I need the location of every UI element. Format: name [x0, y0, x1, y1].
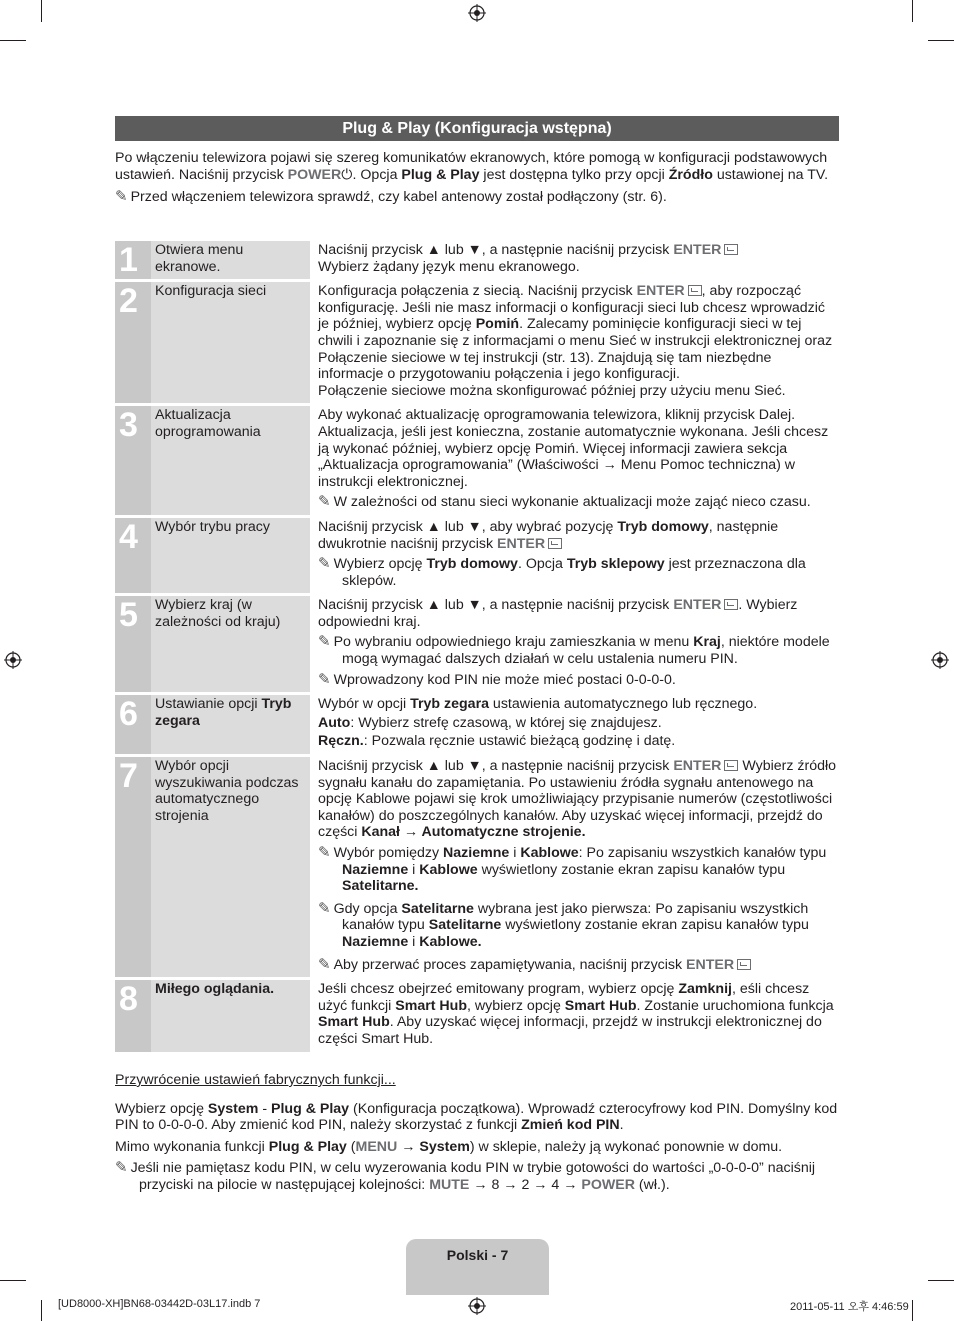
step-number: 7 — [115, 757, 151, 977]
step-number: 4 — [115, 518, 151, 593]
step-row — [115, 757, 839, 977]
step-label: Aktualizacja oprogramowania — [151, 406, 310, 515]
reset-paragraph: Mimo wykonania funkcji Plug & Play (MENU → System) w sklepie, należy ją wykonać ponownie w domu. — [115, 1138, 783, 1155]
step-row — [115, 695, 839, 754]
step-label: Wybór opcji wyszukiwania podczas automatycznego strojenia — [151, 757, 310, 977]
crop-mark — [912, 1300, 913, 1321]
step-description: Naciśnij przycisk ▲ lub ▼, a następnie naciśnij przycisk ENTER Wybierz żądany język menu ekranowego. — [310, 241, 839, 279]
intro-note: ✎ Przed włączeniem telewizora sprawdź, czy kabel antenowy został podłączony (str. 6). — [115, 188, 667, 206]
step-label: Konfiguracja sieci — [151, 282, 310, 403]
step-label: Miłego oglądania. — [151, 980, 310, 1051]
note-icon: ✎ — [318, 555, 331, 573]
page-title: Plug & Play (Konfiguracja wstępna) — [115, 116, 839, 141]
note-icon: ✎ — [318, 844, 331, 861]
reset-note: ✎ Jeśli nie pamiętasz kodu PIN, w celu wyzerowania kodu PIN w trybie gotowości do wartości „0-0-0-0” naciśnij przyciski na pilocie w następującej kolejności: MUTE → 8 → 2 → 4 → POWER (wł.). — [115, 1159, 816, 1193]
registration-mark-icon — [931, 651, 949, 669]
step-number: 3 — [115, 406, 151, 515]
note-icon: ✎ — [318, 955, 331, 973]
step-number: 8 — [115, 980, 151, 1051]
intro-section — [115, 150, 839, 206]
enter-key-icon — [724, 244, 738, 255]
enter-key-icon — [724, 599, 738, 610]
step-description: Wybór w opcji Tryb zegara ustawienia automatycznego lub ręcznego. Auto: Wybierz strefę czasową, w której się znajdujesz. Ręczn.: Pozwala ręcznie ustawić bieżącą godzinę i datę. — [318, 696, 758, 750]
step-label: Otwiera menu ekranowe. — [151, 241, 310, 279]
print-footer-date: 2011-05-11 오후 4:46:59 — [790, 1301, 909, 1313]
steps-table — [115, 241, 839, 1055]
step-row — [115, 980, 839, 1051]
step-label: Wybierz kraj (w zależności od kraju) — [151, 596, 310, 692]
registration-mark-icon — [4, 651, 22, 669]
crop-mark — [928, 1280, 954, 1281]
step-label: Wybór trybu pracy — [151, 518, 310, 593]
step-description: Naciśnij przycisk ▲ lub ▼, a następnie naciśnij przycisk ENTER Wybierz źródło sygnału kanału do zapamiętania. Po ustawieniu źródła sygnału antenowego na opcję Kablowe pojawi się krok umożliwiający przypisanie numerów (częstotliwości kanałów) do poszczególnych kanałów. Aby uzyskać więcej informacji, przejdź do części Kanał → Automatyczne strojenie. ✎ Wybór pomiędzy Naziemne i Kablowe: Po zapisaniu wszystkich kanałów typu Naziemne i Kablowe wyświetlony zostanie ekran zapisu kanałów typu Satelitarne. ✎ Gdy opcja Satelitarne wybrana jest jako pierwsza: Po zapisaniu wszystkich kanałów typu Satelitarne wyświetlony zostanie ekran zapisu kanałów typu Naziemne i Kablowe. ✎ Aby przerwać proces zapamiętywania, naciśnij przycisk ENTER — [318, 758, 837, 973]
step-number: 6 — [115, 695, 151, 754]
page-number: Polski - 7 — [406, 1239, 549, 1295]
step-row — [115, 596, 839, 692]
step-number: 5 — [115, 596, 151, 692]
step-number: 1 — [115, 241, 151, 279]
step-description: Konfiguracja połączenia z siecią. Naciśnij przycisk ENTER , aby rozpocząć konfigurację. Jeśli nie masz informacji o konfiguracji sieci lub chcesz wprowadzić je później, wybierz opcję Pomiń. Zalecamy pominięcie konfiguracji sieci w tej chwili i zapoznanie się z informacjami o menu Sieć w instrukcji elektronicznej oraz Połączenie sieciowe w tej instrukcji (str. 13). Znajdują się tam niezbędne informacje o przygotowaniu połączenia i jego konfiguracji. Połączenie sieciowe można skonfigurować później przy użyciu menu Sieć. — [318, 283, 833, 399]
note-icon: ✎ — [318, 670, 331, 688]
step-number: 2 — [115, 282, 151, 403]
power-icon: ⏻ — [341, 166, 353, 183]
note-icon: ✎ — [318, 899, 331, 917]
print-footer-file: [UD8000-XH]BN68-03442D-03L17.indb 7 — [58, 1298, 261, 1310]
crop-mark — [0, 1280, 26, 1281]
step-description: Aby wykonać aktualizację oprogramowania telewizora, kliknij przycisk Dalej. Aktualizacja, jeśli jest konieczna, zostanie automatycznie wykonana. Jeśli chcesz ją wykonać później, wybierz opcję Pomiń. Więcej informacji zawiera sekcja „Aktualizacja oprogramowania” (Właściwości → Menu Pomoc techniczna) w instrukcji elektronicznej. ✎ W zależności od stanu sieci wykonanie aktualizacji może zająć nieco czasu. — [318, 407, 829, 511]
enter-key-icon — [548, 538, 562, 549]
step-label: Ustawianie opcji Tryb zegara — [151, 695, 310, 754]
note-icon: ✎ — [115, 188, 128, 206]
step-description: Jeśli chcesz obejrzeć emitowany program, wybierz opcję Zamknij, eśli chcesz użyć funkcji Smart Hub, wybierz opcję Smart Hub. Zostanie uruchomiona funkcja Smart Hub. Aby uzyskać więcej informacji, przejdź w instrukcji elektronicznej do części Smart Hub. — [318, 981, 834, 1047]
enter-key-icon — [688, 285, 702, 296]
section-title: Przywrócenie ustawień fabrycznych funkcji... — [115, 1072, 396, 1088]
crop-mark — [928, 40, 954, 41]
step-row — [115, 282, 839, 403]
reset-paragraph: Wybierz opcję System - Plug & Play (Konfiguracja początkowa). Wprowadź czterocyfrowy kod PIN. Domyślny kod PIN to 0-0-0-0. Aby zmienić kod PIN, należy skorzystać z funkcji Zmień kod PIN. — [115, 1100, 838, 1134]
intro-paragraph: Po włączeniu telewizora pojawi się szereg komunikatów ekranowych, które pomogą w konfiguracji podstawowych ustawień. Naciśnij przycisk POWER⏻. Opcja Plug & Play jest dostępna tylko przy opcji Źródło ustawionej na TV. — [115, 150, 829, 183]
step-row — [115, 241, 839, 279]
factory-reset-section — [115, 1072, 839, 1199]
note-icon: ✎ — [318, 633, 331, 651]
crop-mark — [41, 1300, 42, 1321]
step-description: Naciśnij przycisk ▲ lub ▼, aby wybrać pozycję Tryb domowy, następnie dwukrotnie naciśnij przycisk ENTER ✎ Wybierz opcję Tryb domowy. Opcja Tryb sklepowy jest przeznaczona dla sklepów. — [318, 518, 806, 589]
note-icon: ✎ — [318, 493, 331, 511]
step-description: Naciśnij przycisk ▲ lub ▼, a następnie naciśnij przycisk ENTER . Wybierz odpowiedni kraj. ✎ Po wybraniu odpowiedniego kraju zamieszkania w menu Kraj, niektóre modele mogą wymagać dalszych działań w celu ustalenia numeru PIN. ✎ Wprowadzony kod PIN nie może mieć postaci 0-0-0-0. — [318, 597, 830, 688]
crop-mark — [41, 0, 42, 22]
crop-mark — [912, 0, 913, 22]
step-row — [115, 518, 839, 593]
registration-mark-icon — [468, 4, 486, 22]
enter-key-icon — [737, 959, 751, 970]
crop-mark — [0, 40, 26, 41]
step-row — [115, 406, 839, 515]
enter-key-icon — [724, 760, 738, 771]
note-icon: ✎ — [115, 1159, 128, 1177]
registration-mark-icon — [468, 1297, 486, 1315]
